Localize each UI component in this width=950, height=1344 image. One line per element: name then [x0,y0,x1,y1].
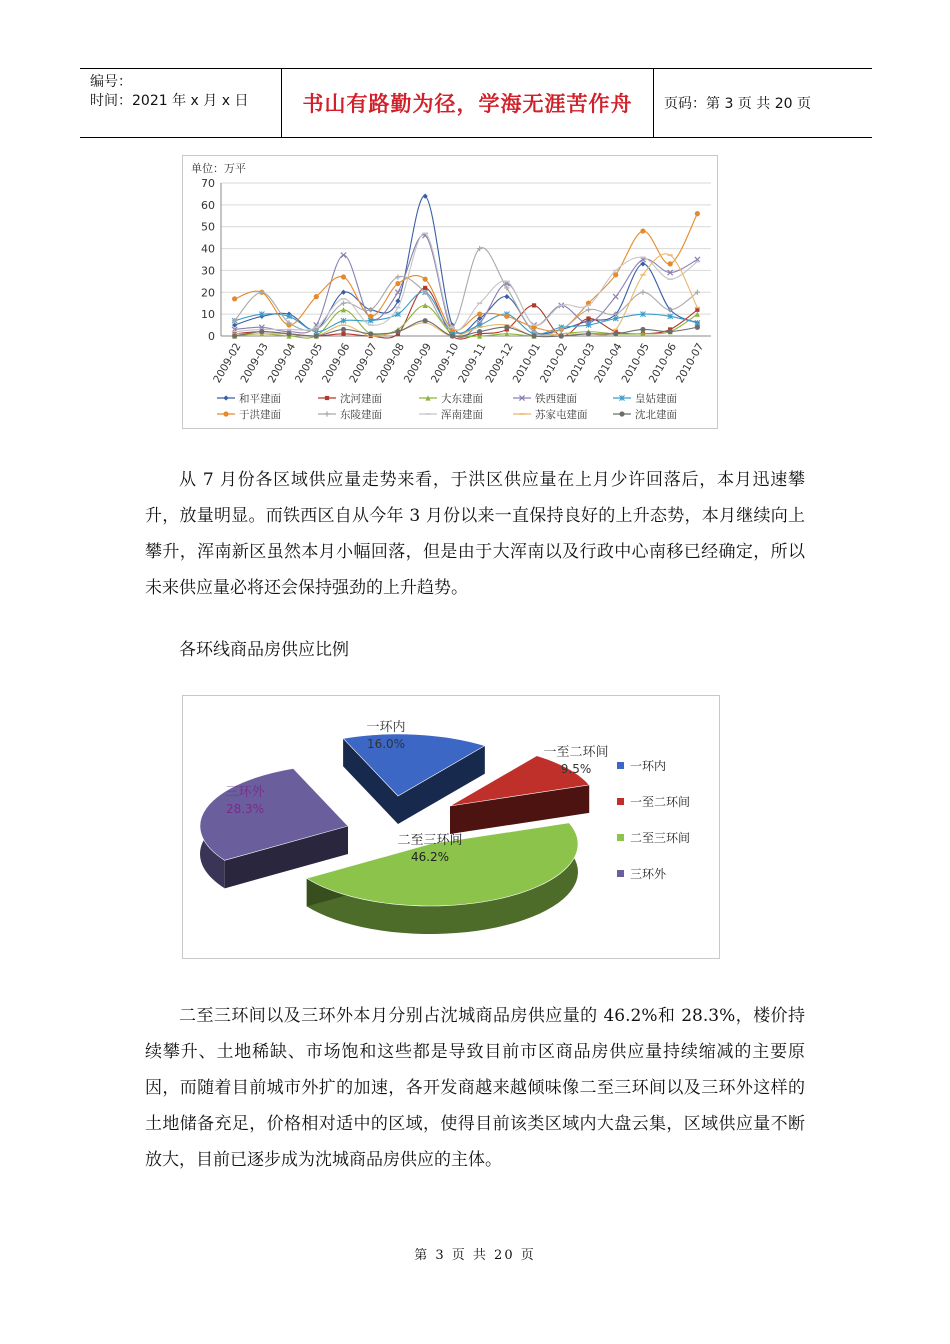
y-tick-label: 70 [201,177,215,190]
data-point [619,411,624,416]
page-header [80,68,872,138]
y-tick-label: 50 [201,220,215,234]
x-tick-label: 2010-05 [619,341,652,386]
pie-legend-item [617,794,690,809]
header-page-code: 页码：第 3 页 共 20 页 [664,96,811,112]
legend-label: 于洪建面 [239,409,281,421]
legend-item [419,408,483,421]
data-point [223,395,228,400]
header-motto: 书山有路勤为径，学海无涯苦作舟 [282,69,654,137]
data-point [395,281,400,286]
data-point [286,331,291,336]
supply-line-chart [182,155,718,429]
legend-item [217,408,281,421]
x-tick-label: 2010-07 [674,341,707,386]
series-line [235,214,698,332]
pie-legend-swatch [617,762,624,769]
legend-label: 苏家屯建面 [535,409,588,421]
x-tick-label: 2010-01 [510,341,544,386]
x-tick-label: 2009-09 [401,341,435,386]
legend-item [217,392,281,405]
pie-label-value: 9.5% [560,762,592,776]
data-point [504,314,509,319]
y-tick-label: 10 [201,308,215,322]
pie-label-value: 16.0% [366,737,406,751]
x-tick-label: 2009-02 [211,341,244,386]
data-point [668,314,673,319]
data-point [341,301,346,306]
pie-chart-svg [183,696,719,958]
series-0 [232,194,700,335]
y-tick-label: 60 [201,198,215,212]
x-tick-label: 2010-04 [592,341,625,386]
pie-label-value: 46.2% [410,850,450,864]
legend-item [513,408,588,421]
data-point [341,274,346,279]
data-point [450,333,455,338]
legend-label: 沈北建面 [635,409,677,421]
pie-legend-swatch [617,798,624,805]
pie-legend-label: 二至三环间 [630,831,691,845]
legend-label: 铁西建面 [535,393,577,405]
data-point [695,325,700,330]
legend-item [613,392,677,405]
paragraph-ring-analysis: 二至三环间以及三环外本月分别占沈城商品房供应量的 46.2%和 28.3%，楼价持续攀升、土地稀缺、市场饱和这些都是导致目前市区商品房供应量持续缩减的主要原因，而随着目前城市外扩的加速，各开发商越来越倾味像二至三环间以及三环外这样的土地储备充足，价格相对适中的区域，使得目前该类区域内大盘云集，区域供应量不断放大，目前已逐步成为沈城商品房供应的主体。 [145,1006,805,1170]
header-meta [80,69,282,137]
y-tick-label: 0 [208,330,215,343]
pie-label-name: 二至三环间 [397,833,463,848]
ring-supply-pie-chart [182,695,720,959]
data-point [324,411,329,416]
pie-legend-swatch [617,870,624,877]
paragraph-district-trend: 从 7 月份各区域供应量走势来看，于洪区供应量在上月少许回落后，本月迅速攀升，放量明显。而铁西区自从今年 3 月份以来一直保持良好的上升态势，本月继续向上攀升，浑南新区虽然本月小幅回落，但是由于大浑南以及行政中心南移已经确定，所以未来供应量必将还会保持强劲的上升趋势。 [145,470,805,598]
header-time-label: 时间：2021 年 x 月 x 日 [90,93,249,109]
data-point [259,312,264,317]
data-point [232,333,237,338]
data-point [586,322,591,327]
data-point [559,333,564,338]
x-tick-label: 2010-03 [565,341,598,386]
data-point [619,395,624,400]
section-title: 各环线商品房供应比例 [179,640,349,660]
pie-legend-item [617,830,690,845]
y-tick-label: 30 [201,264,215,278]
data-point [695,211,700,216]
data-point [532,303,536,307]
data-point [586,331,591,336]
data-point [341,332,345,336]
legend-item [318,392,382,405]
x-tick-label: 2009-06 [320,341,353,386]
data-point [668,329,673,334]
data-point [395,312,400,317]
data-point [640,290,645,295]
x-tick-label: 2010-06 [646,341,680,386]
x-tick-label: 2009-08 [374,341,407,386]
data-point [640,228,645,233]
pie-legend-swatch [617,834,624,841]
pie-legend-label: 一环内 [630,759,667,773]
data-point [423,318,428,323]
legend-item [513,392,577,405]
legend-label: 大东建面 [441,393,483,405]
x-tick-label: 2010-02 [537,341,571,386]
data-point [223,411,228,416]
legend-item [613,408,677,421]
legend-label: 沈河建面 [340,393,382,405]
x-tick-label: 2009-04 [265,341,299,386]
data-point [504,294,509,299]
pie-legend-label: 三环外 [630,867,667,881]
data-point [504,325,509,330]
x-tick-label: 2009-10 [429,341,462,386]
data-point [531,333,536,338]
data-point [232,296,237,301]
data-point [341,327,346,332]
series-line [235,233,698,331]
series-line [235,196,698,334]
data-point [314,294,319,299]
data-point [423,277,428,282]
pie-label-value: 28.3% [225,802,265,816]
data-point [668,261,673,266]
pie-slice-3 [200,768,348,888]
x-tick-label: 2009-07 [347,341,380,386]
data-point [314,333,319,338]
pie-legend-item [617,758,666,773]
header-number-label: 编号： [90,74,132,90]
data-point [395,274,400,279]
page-footer: 第 3 页 共 20 页 [414,1248,536,1263]
line-chart-svg [183,156,717,428]
pie-label-name: 三环外 [225,785,265,800]
data-point [341,318,346,323]
data-point [640,312,645,317]
legend-label: 和平建面 [239,393,281,405]
data-point [586,307,591,312]
legend-label: 皇姑建面 [635,393,677,405]
y-tick-label: 20 [201,286,215,300]
x-tick-label: 2009-11 [456,341,489,386]
pie-label-name: 一至二环间 [543,745,609,760]
x-tick-label: 2009-03 [238,341,271,386]
data-point [325,396,329,400]
data-point [395,329,400,334]
pie-label-name: 一环内 [366,720,406,735]
data-point [613,331,618,336]
y-tick-label: 40 [201,242,215,256]
data-point [613,294,618,299]
data-point [368,314,373,319]
pie-legend-label: 一至二环间 [630,795,691,809]
legend-item [419,392,483,405]
line-chart-unit-label: 单位：万平 [191,162,246,175]
x-tick-label: 2009-05 [292,341,326,386]
data-point [477,329,482,334]
pie-legend-item [617,867,667,881]
series-line [235,254,698,337]
data-point [586,316,590,320]
data-point [259,329,264,334]
data-point [368,331,373,336]
data-point [286,314,291,319]
legend-label: 东陵建面 [340,409,382,421]
data-point [640,327,645,332]
x-tick-label: 2009-12 [483,341,516,386]
data-point [423,286,427,290]
data-point [477,312,482,317]
legend-label: 浑南建面 [441,409,483,421]
legend-item [318,408,382,421]
